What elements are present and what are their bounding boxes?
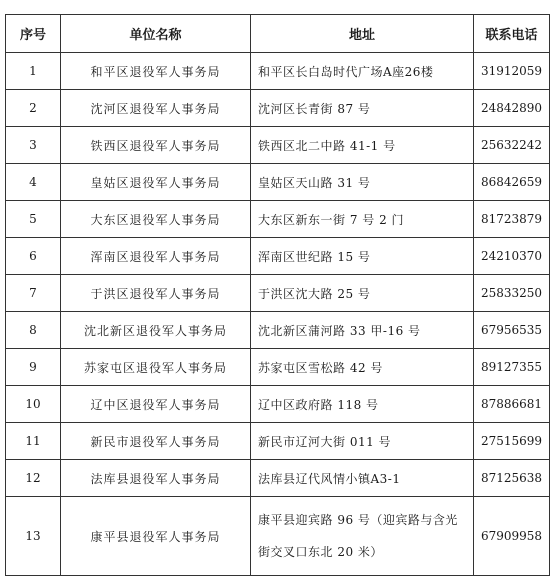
row-index: 5 <box>6 201 61 238</box>
row-phone: 24210370 <box>474 238 550 275</box>
row-index: 4 <box>6 164 61 201</box>
row-address: 新民市辽河大街 011 号 <box>251 423 474 460</box>
row-unit-name: 苏家屯区退役军人事务局 <box>61 349 251 386</box>
row-address: 苏家屯区雪松路 42 号 <box>251 349 474 386</box>
row-address: 法库县辽代风情小镇A3-1 <box>251 460 474 497</box>
row-phone: 86842659 <box>474 164 550 201</box>
row-unit-name: 皇姑区退役军人事务局 <box>61 164 251 201</box>
row-address: 于洪区沈大路 25 号 <box>251 275 474 312</box>
row-unit-name: 浑南区退役军人事务局 <box>61 238 251 275</box>
table-row <box>6 201 550 238</box>
header-row <box>6 15 550 53</box>
table-row <box>6 275 550 312</box>
row-unit-name: 康平县退役军人事务局 <box>61 497 251 576</box>
row-address: 铁西区北二中路 41-1 号 <box>251 127 474 164</box>
row-address: 浑南区世纪路 15 号 <box>251 238 474 275</box>
header-phone: 联系电话 <box>474 15 550 53</box>
row-index: 6 <box>6 238 61 275</box>
row-phone: 87886681 <box>474 386 550 423</box>
row-address: 辽中区政府路 118 号 <box>251 386 474 423</box>
table-row <box>6 53 550 90</box>
row-phone: 81723879 <box>474 201 550 238</box>
table-row <box>6 386 550 423</box>
table-row <box>6 349 550 386</box>
table-row <box>6 460 550 497</box>
header-unit-name: 单位名称 <box>61 15 251 53</box>
row-address: 沈北新区蒲河路 33 甲-16 号 <box>251 312 474 349</box>
table-header <box>6 15 550 53</box>
row-index: 7 <box>6 275 61 312</box>
row-unit-name: 新民市退役军人事务局 <box>61 423 251 460</box>
row-unit-name: 铁西区退役军人事务局 <box>61 127 251 164</box>
row-address: 大东区新东一街 7 号 2 门 <box>251 201 474 238</box>
row-unit-name: 沈河区退役军人事务局 <box>61 90 251 127</box>
row-unit-name: 法库县退役军人事务局 <box>61 460 251 497</box>
row-address: 沈河区长青街 87 号 <box>251 90 474 127</box>
row-unit-name: 沈北新区退役军人事务局 <box>61 312 251 349</box>
agency-contact-table <box>5 14 550 576</box>
row-phone: 89127355 <box>474 349 550 386</box>
row-phone: 24842890 <box>474 90 550 127</box>
row-index: 11 <box>6 423 61 460</box>
table-row <box>6 90 550 127</box>
row-phone: 25632242 <box>474 127 550 164</box>
row-index: 8 <box>6 312 61 349</box>
row-index: 13 <box>6 497 61 576</box>
row-phone: 67956535 <box>474 312 550 349</box>
row-unit-name: 和平区退役军人事务局 <box>61 53 251 90</box>
table-row <box>6 164 550 201</box>
table-row <box>6 312 550 349</box>
row-address: 康平县迎宾路 96 号（迎宾路与含光街交叉口东北 20 米） <box>251 497 474 576</box>
row-index: 12 <box>6 460 61 497</box>
row-phone: 31912059 <box>474 53 550 90</box>
table-row <box>6 423 550 460</box>
row-unit-name: 辽中区退役军人事务局 <box>61 386 251 423</box>
header-address: 地址 <box>251 15 474 53</box>
row-phone: 27515699 <box>474 423 550 460</box>
header-index: 序号 <box>6 15 61 53</box>
row-phone: 87125638 <box>474 460 550 497</box>
row-index: 10 <box>6 386 61 423</box>
table-row <box>6 127 550 164</box>
table-row <box>6 497 550 576</box>
row-index: 2 <box>6 90 61 127</box>
row-index: 9 <box>6 349 61 386</box>
row-address: 皇姑区天山路 31 号 <box>251 164 474 201</box>
row-index: 1 <box>6 53 61 90</box>
row-phone: 67909958 <box>474 497 550 576</box>
row-unit-name: 于洪区退役军人事务局 <box>61 275 251 312</box>
row-address: 和平区长白岛时代广场A座26楼 <box>251 53 474 90</box>
table-row <box>6 238 550 275</box>
row-phone: 25833250 <box>474 275 550 312</box>
table-body <box>6 53 550 576</box>
row-index: 3 <box>6 127 61 164</box>
row-unit-name: 大东区退役军人事务局 <box>61 201 251 238</box>
